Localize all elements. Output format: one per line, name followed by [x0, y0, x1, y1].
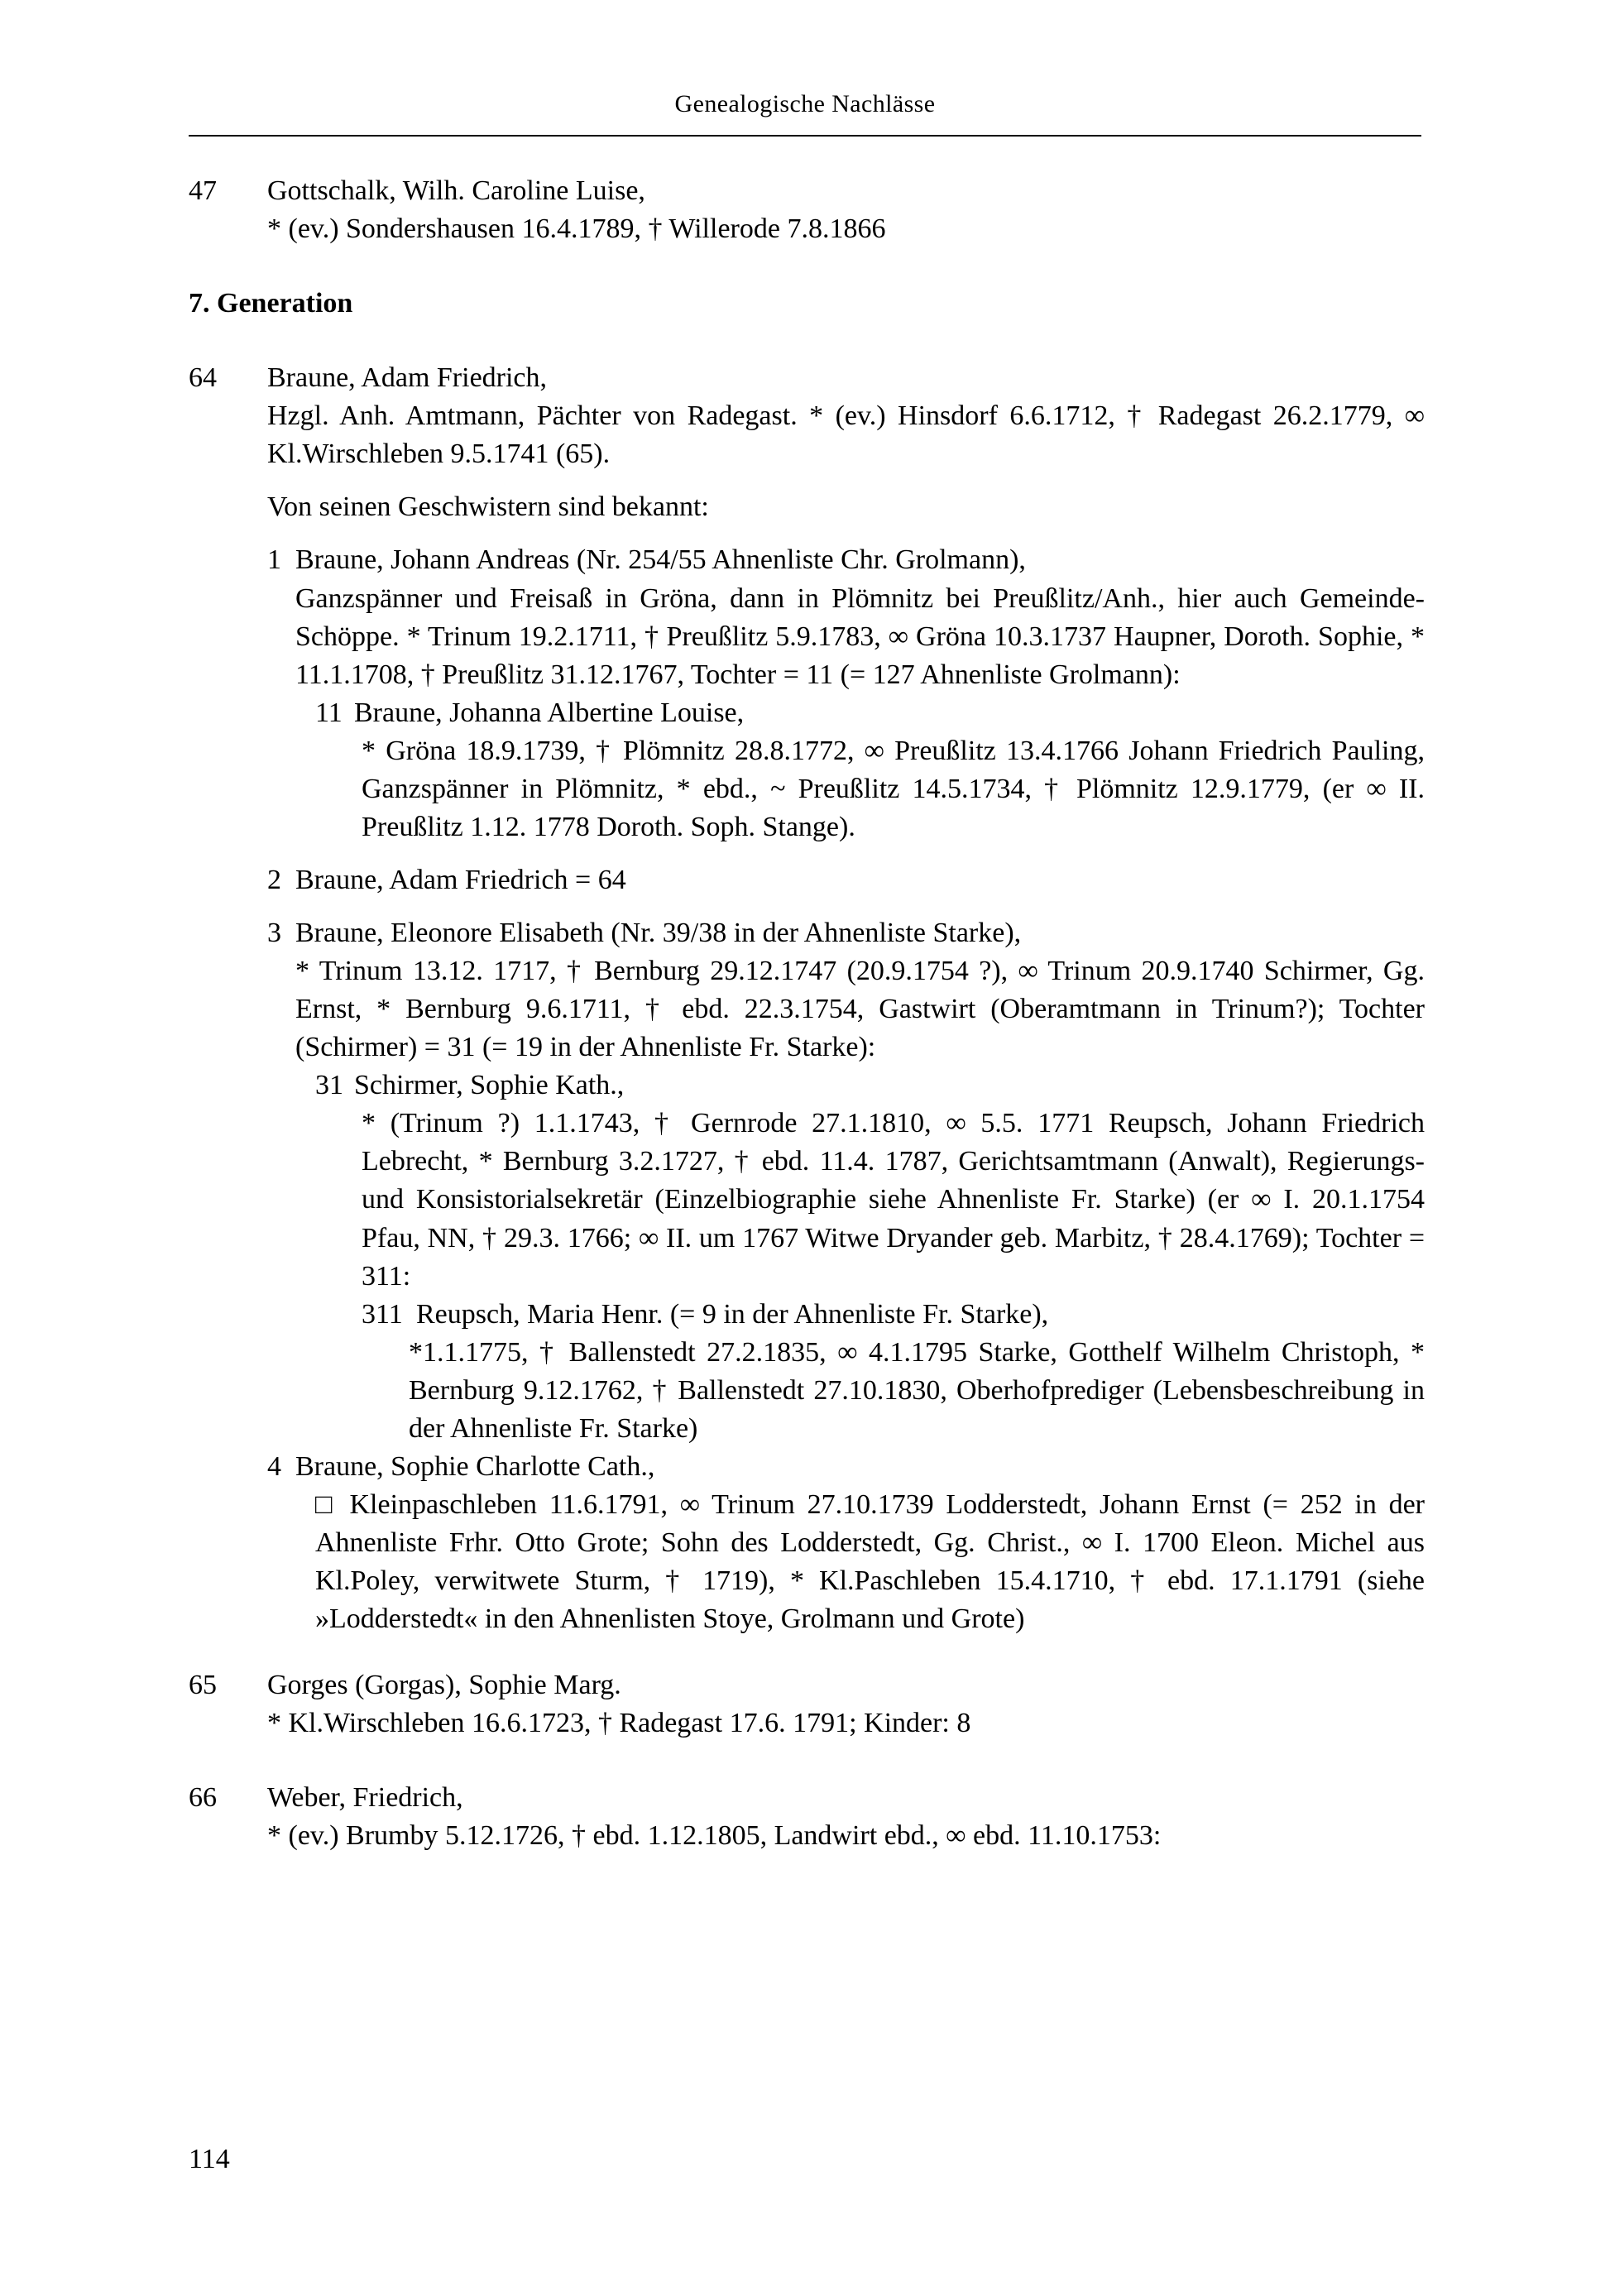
spacer — [189, 1638, 1425, 1666]
sibling-1-number: 1 — [267, 544, 281, 576]
sibling-1-head: Braune, Johann Andreas (Nr. 254/55 Ahnenliste Chr. Grolmann), — [295, 544, 1026, 576]
sub-11-body-line — [362, 732, 1425, 846]
running-head: Genealogische Nachlässe — [674, 90, 936, 117]
sibling-1-head-line — [267, 541, 1425, 579]
spacer — [189, 899, 1425, 914]
page-number: 114 — [189, 2144, 230, 2174]
sibling-4-number: 4 — [267, 1450, 281, 1482]
sibling-1-body-line — [267, 580, 1425, 694]
sub-31-body-line — [362, 1105, 1425, 1295]
sibling-1-indent — [267, 580, 295, 618]
page-body — [189, 172, 1425, 1855]
sub-311-head: Reupsch, Maria Henr. (= 9 in der Ahnenliste Fr. Starke), — [416, 1298, 1049, 1330]
spacer — [189, 526, 1425, 541]
sub-11-head: Braune, Johanna Albertine Louise, — [354, 697, 745, 728]
sibling-3-body-line — [267, 952, 1425, 1067]
siblings-intro-line — [267, 488, 1425, 526]
sibling-4-body-line — [315, 1486, 1425, 1638]
spacer — [189, 473, 1425, 488]
sibling-4-head-line — [267, 1448, 1425, 1486]
entry-66-name-line — [189, 1779, 1425, 1817]
sub-311-body: *1.1.1775, † Ballenstedt 27.2.1835, ∞ 4.1.1795 Starke, Gotthelf Wilhelm Christoph, * Bernburg 9.12.1762, † Ballenstedt 27.10.1830, Oberhofprediger (Lebensbeschreibung in der Ahnenliste Fr. Starke) — [409, 1336, 1425, 1444]
entry-66-number: 66 — [189, 1782, 217, 1814]
entry-64-name-line — [189, 359, 1425, 397]
sibling-2-head: Braune, Adam Friedrich = 64 — [295, 864, 626, 895]
sibling-3-head-line — [267, 914, 1425, 952]
sub-311-body-line — [409, 1334, 1425, 1448]
sub-31-head-line — [315, 1067, 1425, 1105]
sub-311-number: 311 — [362, 1298, 403, 1330]
sibling-1-body: Ganzspänner und Freisaß in Gröna, dann in Plömnitz bei Preußlitz/Anh., hier auch Gemeinde-Schöppe. * Trinum 19.2.1711, † Preußlitz 5.9.1783, ∞ Gröna 10.3.1737 Haupner, Doroth. Sophie, * 11.1.1708, † Preußlitz 31.12.1767, Tochter = 11 (= 127 Ahnenliste Grolmann): — [295, 582, 1425, 690]
entry-65-number: 65 — [189, 1670, 217, 1701]
entry-66-detail: * (ev.) Brumby 5.12.1726, † ebd. 1.12.1805, Landwirt ebd., ∞ ebd. 11.10.1753: — [267, 1820, 1162, 1852]
entry-65-detail: * Kl.Wirschleben 16.6.1723, † Radegast 17.6. 1791; Kinder: 8 — [267, 1708, 971, 1739]
sibling-2-number: 2 — [267, 864, 281, 895]
spacer — [189, 323, 1425, 359]
sibling-3-indent — [267, 952, 295, 990]
entry-47-name-line — [189, 172, 1425, 210]
entry-47-name: Gottschalk, Wilh. Caroline Luise, — [267, 175, 645, 206]
header-rule — [189, 135, 1421, 137]
sibling-3-head: Braune, Eleonore Elisabeth (Nr. 39/38 in der Ahnenliste Starke), — [295, 918, 1022, 948]
entry-65-name: Gorges (Gorgas), Sophie Marg. — [267, 1670, 621, 1701]
spacer — [189, 1742, 1425, 1779]
entry-66-name: Weber, Friedrich, — [267, 1782, 463, 1814]
entry-47-number: 47 — [189, 175, 217, 206]
sibling-3-number: 3 — [267, 918, 281, 948]
siblings-intro: Von seinen Geschwistern sind bekannt: — [267, 491, 709, 523]
sibling-4-body: □ Kleinpaschleben 11.6.1791, ∞ Trinum 27.10.1739 Lodderstedt, Johann Ernst (= 252 in der Ahnenliste Frhr. Otto Grote; Sohn des Lodderstedt, Gg. Christ., ∞ I. 1700 Eleon. Michel aus Kl.Poley, verwitwete Sturm, † 1719), * Kl.Paschleben 15.4.1710, † ebd. 17.1.1791 (siehe »Lodderstedt« in den Ahnenlisten Stoye, Grolmann und Grote) — [315, 1488, 1425, 1635]
sub-11-head-line — [315, 694, 1425, 732]
sub-11-number: 11 — [315, 697, 343, 728]
sub-311-head-line — [362, 1296, 1425, 1334]
generation-heading: 7. Generation — [189, 288, 353, 319]
sibling-4-head: Braune, Sophie Charlotte Cath., — [295, 1450, 655, 1482]
entry-64-detail: Hzgl. Anh. Amtmann, Pächter von Radegast. * (ev.) Hinsdorf 6.6.1712, † Radegast 26.2.1779, ∞ Kl.Wirschleben 9.5.1741 (65). — [267, 400, 1425, 470]
sub-31-number: 31 — [315, 1070, 343, 1101]
sibling-3-body: * Trinum 13.12. 1717, † Bernburg 29.12.1747 (20.9.1754 ?), ∞ Trinum 20.9.1740 Schirmer, Gg. Ernst, * Bernburg 9.6.1711, † ebd. 22.3.1754, Gastwirt (Oberamtmann in Trinum?); Tochter (Schirmer) = 31 (= 19 in der Ahnenliste Fr. Starke): — [295, 956, 1425, 1063]
entry-47-detail: * (ev.) Sondershausen 16.4.1789, † Willerode 7.8.1866 — [267, 213, 886, 245]
spacer — [189, 846, 1425, 861]
entry-64-detail-line — [267, 397, 1425, 473]
spacer — [189, 248, 1425, 285]
sibling-2-head-line — [267, 861, 1425, 899]
sub-11-body: * Gröna 18.9.1739, † Plömnitz 28.8.1772, ∞ Preußlitz 13.4.1766 Johann Friedrich Pauling, Ganzspänner in Plömnitz, * ebd., ~ Preußlitz 14.5.1734, † Plömnitz 12.9.1779, (er ∞ II. Preußlitz 1.12. 1778 Doroth. Soph. Stange). — [362, 735, 1425, 842]
sub-31-body: * (Trinum ?) 1.1.1743, † Gernrode 27.1.1810, ∞ 5.5. 1771 Reupsch, Johann Friedrich Lebrecht, * Bernburg 3.2.1727, † ebd. 11.4. 1787, Gerichtsamtmann (Anwalt), Regierungs- und Konsistorialsekretär (Einzelbiographie siehe Ahnenliste Fr. Starke) (er ∞ I. 20.1.1754 Pfau, NN, † 29.3. 1766; ∞ II. um 1767 Witwe Dryander geb. Marbitz, † 28.4.1769); Tochter = 311: — [362, 1108, 1425, 1292]
entry-66-detail-line — [267, 1817, 1425, 1855]
entry-65-detail-line — [267, 1704, 1425, 1742]
entry-64-number: 64 — [189, 362, 217, 394]
entry-64-name: Braune, Adam Friedrich, — [267, 362, 548, 394]
entry-47-detail-line — [267, 210, 1425, 248]
sub-31-head: Schirmer, Sophie Kath., — [354, 1070, 625, 1101]
entry-65-name-line — [189, 1666, 1425, 1704]
